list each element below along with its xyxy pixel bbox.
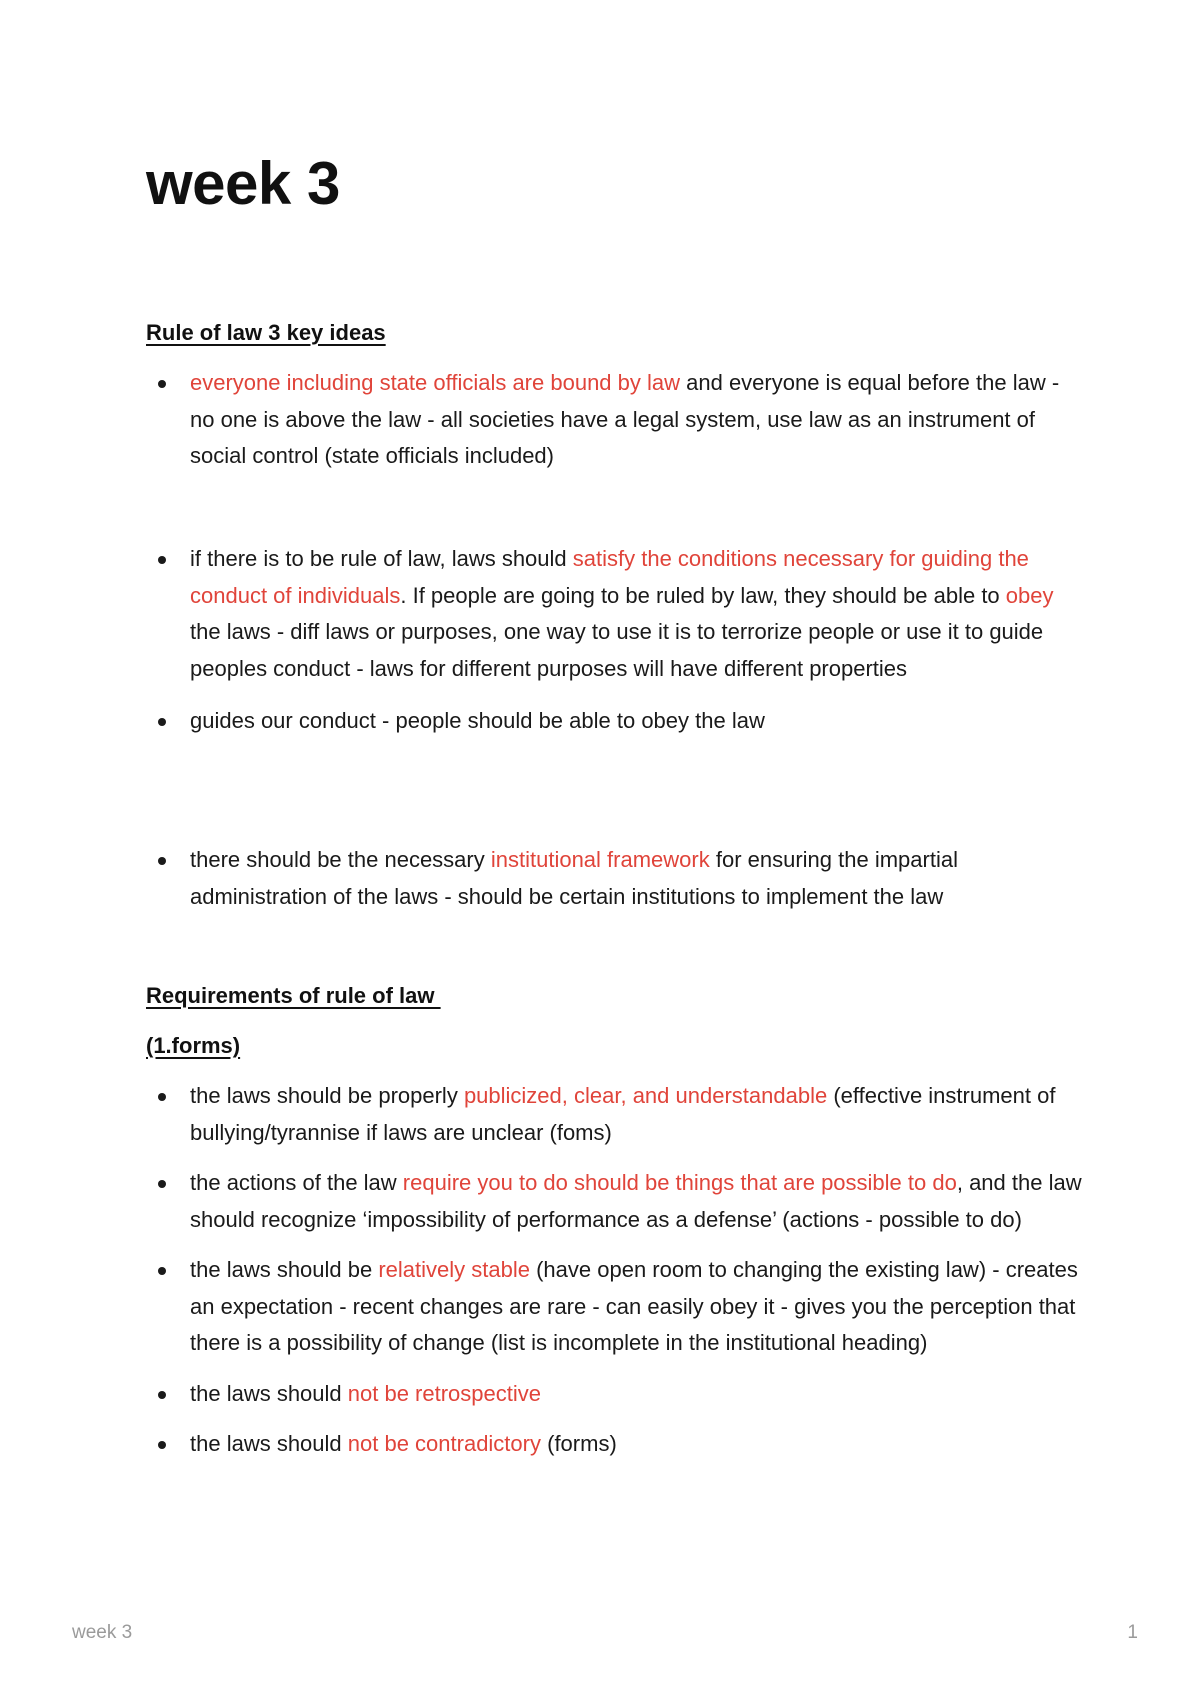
bullet-icon — [158, 1180, 166, 1188]
key-ideas-list-3 — [146, 842, 1086, 915]
page-title: week 3 — [146, 150, 340, 217]
highlight-text: require you to do should be things that are possible to do — [402, 1170, 957, 1195]
item-text: (have open room to changing the existing law) - creates an expectation - recent changes are rare - can easily obey it - gives you the perception that there is a possibility of change (list is incomplete in the institutional heading) — [190, 1257, 1078, 1355]
section-heading-key-ideas: Rule of law 3 key ideas — [146, 320, 386, 345]
item-text: (effective instrument of bullying/tyrannise if laws are unclear (foms) — [190, 1083, 1056, 1145]
highlight-text: institutional framework — [490, 847, 710, 872]
list-item — [146, 1376, 1086, 1413]
item-text: the laws - diff laws or purposes, one way to use it is to terrorize people or use it to guide peoples conduct - laws for different purposes will have different properties — [190, 619, 1044, 681]
key-ideas-list-2 — [146, 541, 1086, 740]
list-item — [146, 1252, 1086, 1362]
list-item — [146, 541, 1086, 687]
item-text: the laws should be properly — [190, 1083, 464, 1108]
highlight-text: relatively stable — [378, 1257, 530, 1282]
item-text: (forms) — [541, 1431, 617, 1456]
page-number: 1 — [1127, 1622, 1138, 1643]
bullet-icon — [158, 556, 166, 564]
list-item — [146, 1078, 1086, 1151]
bullet-icon — [158, 718, 166, 726]
item-text: , and the law should recognize ‘impossibility of performance as a defense’ (actions - possible to do) — [190, 1170, 1082, 1232]
bullet-icon — [158, 1093, 166, 1101]
item-text: there should be the necessary — [190, 847, 491, 872]
requirements-list — [146, 1078, 1086, 1463]
highlight-text: not be retrospective — [347, 1380, 541, 1406]
list-item — [146, 842, 1086, 915]
section-heading-requirements: Requirements of rule of law — [146, 983, 441, 1008]
list-item — [146, 703, 1086, 740]
highlight-text: obey — [1005, 582, 1054, 608]
section-subheading-forms: (1.forms) — [146, 1033, 241, 1058]
key-ideas-list — [146, 365, 1086, 475]
bullet-icon — [158, 1391, 166, 1399]
list-item — [146, 1165, 1086, 1238]
item-text: the laws should — [190, 1431, 348, 1456]
highlight-text: publicized, clear, and understandable — [463, 1083, 828, 1108]
item-text: the laws should be — [190, 1257, 379, 1282]
highlight-text: everyone including state officials are bound by law — [190, 370, 681, 395]
list-item — [146, 365, 1086, 475]
item-text: and everyone is equal before the law - no one is above the law - all societies have a legal system, use law as an instrument of social control (state officials included) — [190, 370, 1060, 468]
list-item — [146, 1426, 1086, 1463]
item-text: the actions of the law — [190, 1170, 403, 1195]
footer-title: week 3 — [72, 1622, 133, 1643]
item-text: . If people are going to be ruled by law, they should be able to — [400, 582, 1006, 608]
item-text: the laws should — [190, 1380, 348, 1406]
item-text: for ensuring the impartial administration of the laws - should be certain institutions to implement the law — [190, 847, 958, 909]
highlight-text: not be contradictory — [347, 1431, 541, 1456]
item-text: guides our conduct - people should be able to obey the law — [190, 708, 765, 733]
bullet-icon — [158, 1441, 166, 1449]
bullet-icon — [158, 1267, 166, 1275]
item-text: if there is to be rule of law, laws should — [190, 546, 573, 571]
bullet-icon — [158, 857, 166, 865]
highlight-text: satisfy the conditions necessary for guiding the conduct of individuals — [190, 546, 1029, 608]
bullet-icon — [158, 380, 166, 388]
